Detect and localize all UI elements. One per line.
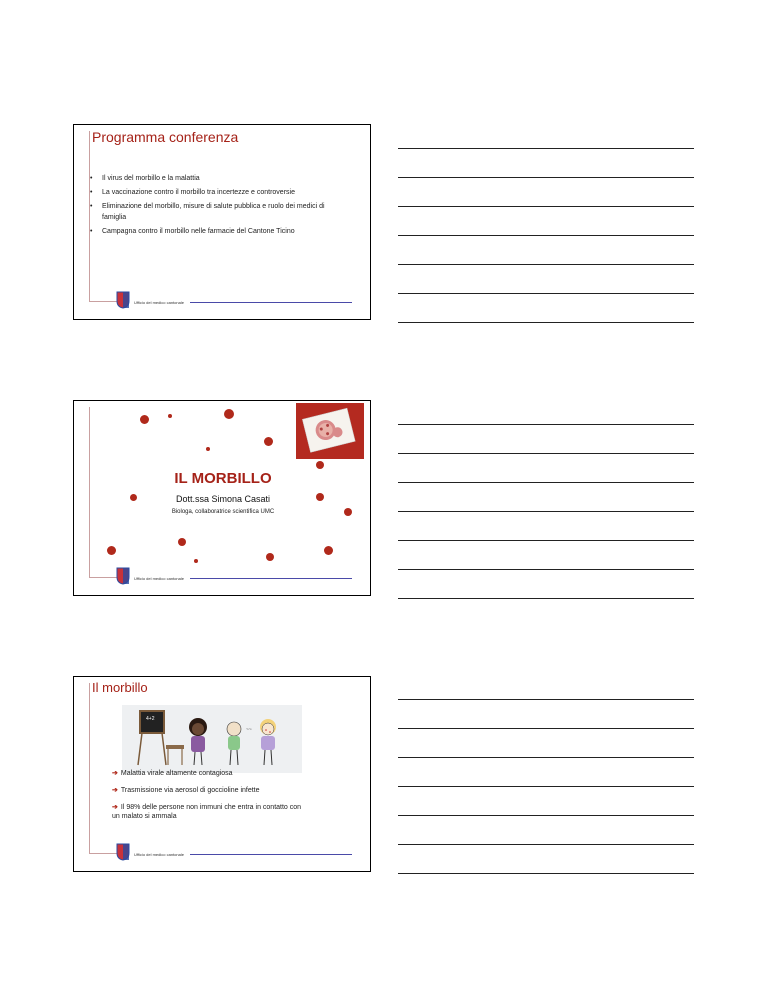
notes-line <box>398 148 694 149</box>
decorative-dot <box>266 553 274 561</box>
notes-line <box>398 235 694 236</box>
notes-line <box>398 815 694 816</box>
list-item: • Eliminazione del morbillo, misure di salute pubblica e ruolo dei medici di famiglia <box>90 203 325 221</box>
list-item: ➔ Il 98% delle persone non immuni che entra in contatto con un malato si ammala <box>112 804 302 820</box>
decorative-dot <box>316 461 324 469</box>
footer-accent-line <box>89 853 117 854</box>
children-illustration-icon <box>122 705 302 773</box>
slide-title-morbillo <box>73 400 371 596</box>
key-points-list <box>112 769 342 829</box>
slide-title: IL MORBILLO <box>174 470 272 487</box>
list-item: • La vaccinazione contro il morbillo tra incertezze e controversie <box>90 189 295 196</box>
notes-line <box>398 728 694 729</box>
footer-rule <box>190 854 352 855</box>
arrow-icon: ➔ <box>112 770 118 777</box>
notes-line <box>398 786 694 787</box>
author-name: Dott.ssa Simona Casati <box>175 494 271 504</box>
decorative-dot <box>140 415 149 424</box>
ticino-logo-icon <box>116 843 130 861</box>
list-item: ➔ Malattia virale altamente contagiosa <box>112 770 233 777</box>
footer-accent-line <box>89 301 117 302</box>
notes-line <box>398 873 694 874</box>
slide-border-accent <box>89 683 90 853</box>
footer-rule <box>190 302 352 303</box>
footer-text: Ufficio del medico cantonale <box>134 852 184 857</box>
bullet-list <box>90 173 360 240</box>
decorative-dot <box>107 546 116 555</box>
ticino-logo-icon <box>116 567 130 585</box>
footer-text: Ufficio del medico cantonale <box>134 300 184 305</box>
slide-title: Programma conferenza <box>92 129 239 145</box>
notes-line <box>398 598 694 599</box>
decorative-dot <box>324 546 333 555</box>
decorative-dot <box>264 437 273 446</box>
notes-line <box>398 424 694 425</box>
footer-text: Ufficio del medico cantonale <box>134 576 184 581</box>
notes-line <box>398 206 694 207</box>
svg-text:~~: ~~ <box>246 727 252 733</box>
notes-line <box>398 844 694 845</box>
notes-line <box>398 540 694 541</box>
list-item: ➔ Trasmissione via aerosol di goccioline infette <box>112 787 260 794</box>
slide-il-morbillo <box>73 676 371 872</box>
arrow-icon: ➔ <box>112 804 118 811</box>
ticino-logo-icon <box>116 291 130 309</box>
footer-rule <box>190 578 352 579</box>
list-item: • Il virus del morbillo e la malattia <box>90 175 200 182</box>
arrow-icon: ➔ <box>112 787 118 794</box>
notes-line <box>398 699 694 700</box>
notes-line <box>398 264 694 265</box>
footer-accent-line <box>89 577 117 578</box>
svg-text:4+2: 4+2 <box>146 716 155 722</box>
notes-line <box>398 322 694 323</box>
virus-illustration-icon <box>296 403 364 459</box>
slide-programma <box>73 124 371 320</box>
notes-line <box>398 453 694 454</box>
decorative-dot <box>224 409 234 419</box>
slide-title: Il morbillo <box>92 680 148 695</box>
notes-line <box>398 482 694 483</box>
notes-line <box>398 511 694 512</box>
notes-line <box>398 757 694 758</box>
notes-line <box>398 293 694 294</box>
list-item: • Campagna contro il morbillo nelle farmacie del Cantone Ticino <box>90 228 295 235</box>
notes-line <box>398 177 694 178</box>
slide-border-accent <box>89 407 90 577</box>
notes-line <box>398 569 694 570</box>
author-role: Biologa, collaboratrice scientifica UMC <box>171 509 275 515</box>
decorative-dot <box>194 559 198 563</box>
decorative-dot <box>168 414 172 418</box>
decorative-dot <box>178 538 186 546</box>
decorative-dot <box>206 447 210 451</box>
